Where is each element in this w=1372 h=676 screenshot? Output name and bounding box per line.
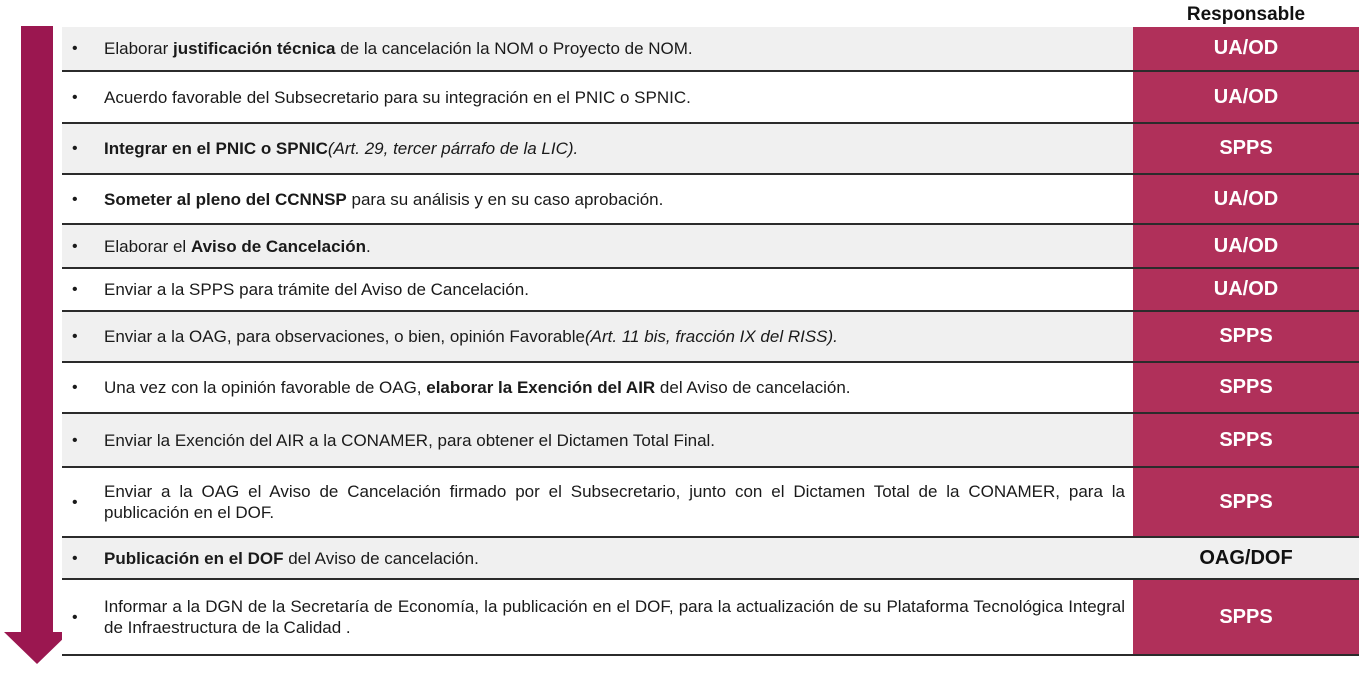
step-text-part: Acuerdo favorable del Subsecretario para su integración en el PNIC o SPNIC. [104, 87, 691, 107]
responsable-cell: SPPS [1133, 414, 1359, 466]
down-arrow-icon [0, 0, 70, 676]
responsable-cell: UA/OD [1133, 225, 1359, 267]
step-text [104, 326, 1125, 347]
bullet-icon: • [72, 608, 78, 626]
step-text [104, 138, 1125, 159]
step-text-part: del Aviso de cancelación. [283, 548, 479, 568]
step-cell [62, 312, 1133, 361]
step-text [104, 481, 1125, 523]
step-text [104, 189, 1125, 210]
step-cell [62, 363, 1133, 412]
step-cell [62, 269, 1133, 310]
step-text-part: justificación técnica [172, 39, 336, 58]
step-cell [62, 72, 1133, 122]
table-row [62, 538, 1359, 580]
step-text-part: Enviar a la OAG, para observaciones, o bien, opinión Favorable [104, 327, 585, 346]
step-cell [62, 225, 1133, 267]
step-text-part: . [366, 236, 371, 256]
bullet-icon: • [72, 328, 78, 345]
table-row [62, 580, 1359, 656]
bullet-icon: • [72, 431, 78, 449]
table-row [62, 414, 1359, 468]
step-text-part: (Art. 29, tercer párrafo de la LIC). [327, 139, 579, 158]
step-text-part: Elaborar [104, 39, 173, 58]
table-row [62, 225, 1359, 269]
step-cell [62, 468, 1133, 536]
table-row [62, 124, 1359, 175]
step-text-part: del Aviso de cancelación. [655, 378, 851, 397]
bullet-icon: • [72, 140, 78, 157]
responsable-cell: OAG/DOF [1199, 546, 1293, 569]
step-text [104, 87, 1125, 108]
step-text [104, 236, 1125, 257]
bullet-icon: • [72, 40, 78, 57]
bullet-icon: • [72, 237, 78, 255]
step-cell [62, 538, 1133, 578]
step-text [104, 548, 1125, 569]
steps-table [62, 27, 1359, 656]
step-cell [62, 124, 1133, 173]
bullet-icon: • [72, 281, 78, 298]
table-row [62, 27, 1359, 72]
step-cell [62, 27, 1133, 70]
responsable-cell: SPPS [1133, 363, 1359, 412]
responsable-cell: SPPS [1133, 124, 1359, 173]
step-text-part: Someter al pleno del CCNNSP [104, 189, 347, 209]
step-text-part: para su análisis y en su caso aprobación. [346, 189, 664, 209]
step-text-part: Publicación en el DOF [104, 548, 284, 568]
step-text [104, 596, 1125, 638]
step-text-part: (Art. 11 bis, fracción IX del RISS). [585, 327, 838, 346]
table-row [62, 175, 1359, 225]
table-row [62, 468, 1359, 538]
step-text-part: elaborar la Exención del AIR [426, 378, 656, 397]
step-text [104, 377, 1125, 398]
arrow-head [4, 632, 70, 664]
step-text-part: Una vez con la opinión favorable de OAG, [104, 378, 427, 397]
step-text-part: Enviar a la OAG el Aviso de Cancelación firmado por el Subsecretario, junto con el Dictamen Total de la CONAMER, para la publicación en el DOF. [104, 482, 1125, 522]
step-text-part: Aviso de Cancelación [190, 236, 367, 256]
table-row [62, 312, 1359, 363]
step-text-part: Informar a la DGN de la Secretaría de Economía, la publicación en el DOF, para la actualización de su Plataforma Tecnológica Integral de Infraestructura de la Calidad . [104, 597, 1125, 637]
bullet-icon: • [72, 493, 78, 511]
step-text [104, 279, 1125, 300]
responsable-header: Responsable [1186, 4, 1306, 25]
step-text [104, 430, 1125, 451]
responsable-cell: SPPS [1133, 312, 1359, 361]
step-text-part: Enviar la Exención del AIR a la CONAMER, para obtener el Dictamen Total Final. [104, 430, 716, 450]
step-cell [62, 175, 1133, 223]
step-text-part: Integrar en el PNIC o SPNIC [104, 139, 328, 158]
responsable-cell: UA/OD [1133, 72, 1359, 122]
bullet-icon: • [72, 379, 78, 396]
bullet-icon: • [72, 549, 78, 567]
arrow-shaft [21, 26, 53, 634]
responsable-cell: UA/OD [1133, 175, 1359, 223]
step-text [104, 38, 1125, 59]
step-cell [62, 414, 1133, 466]
bullet-icon: • [72, 88, 78, 106]
step-text-part: Enviar a la SPPS para trámite del Aviso de Cancelación. [104, 280, 529, 299]
table-row [62, 72, 1359, 124]
table-row [62, 363, 1359, 414]
table-row [62, 269, 1359, 312]
step-text-part: Elaborar el [104, 236, 191, 256]
bullet-icon: • [72, 190, 78, 208]
step-text-part: de la cancelación la NOM o Proyecto de NOM. [335, 39, 693, 58]
responsable-cell: UA/OD [1133, 27, 1359, 70]
responsable-cell: UA/OD [1133, 269, 1359, 310]
responsable-cell: SPPS [1133, 468, 1359, 536]
responsable-cell: SPPS [1133, 580, 1359, 654]
step-cell [62, 580, 1133, 654]
